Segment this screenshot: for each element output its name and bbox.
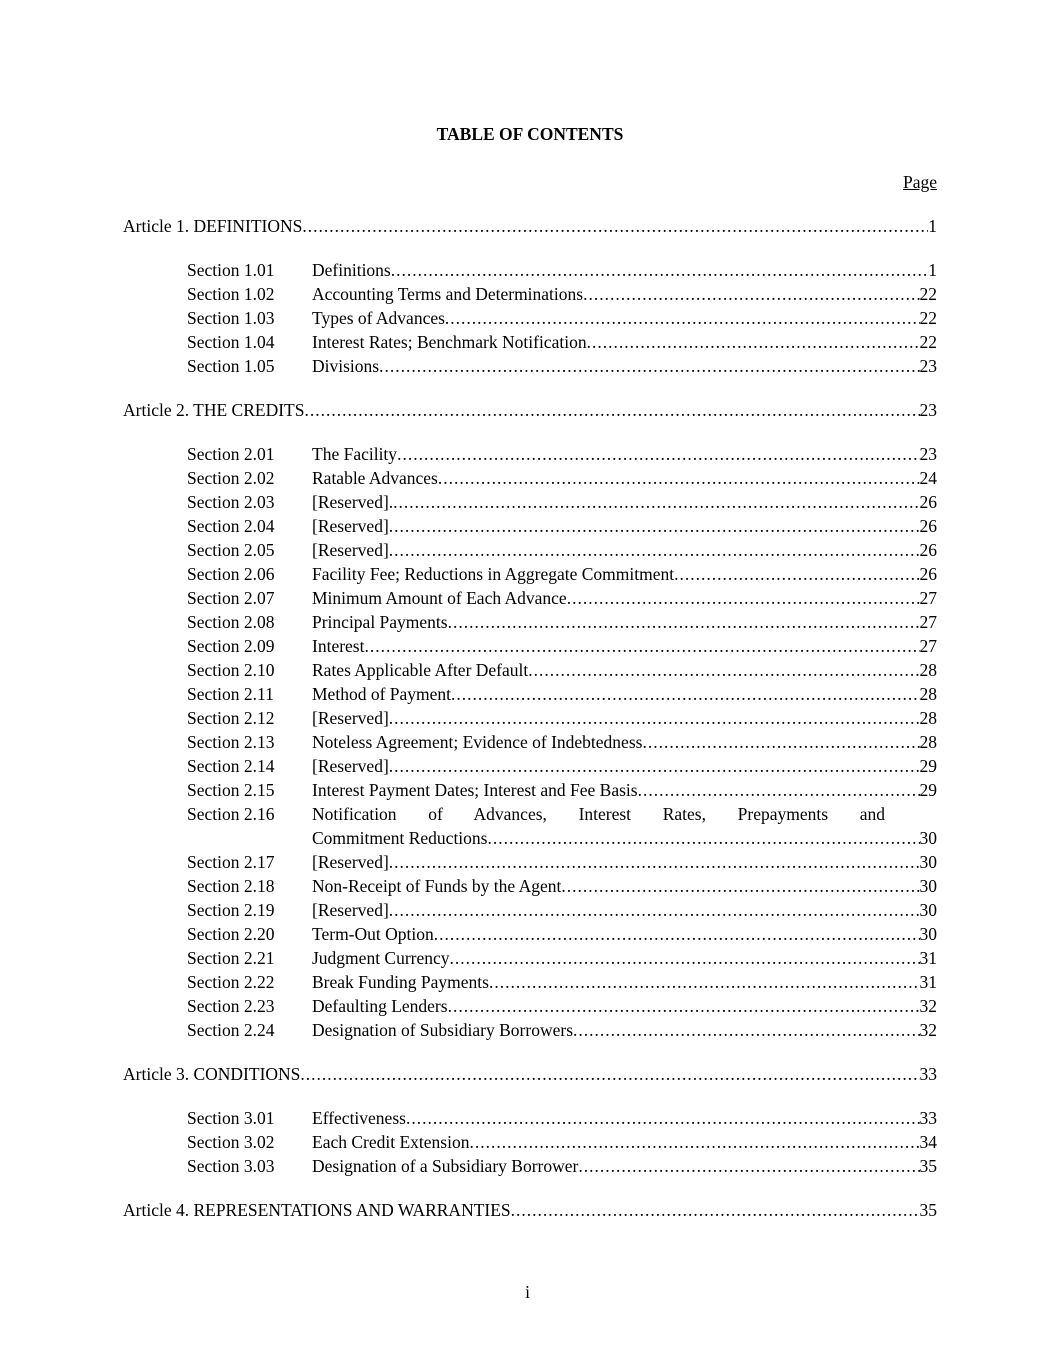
entry-title: Ratable Advances [312, 468, 438, 488]
dot-leader [450, 946, 920, 970]
dot-leader [448, 994, 920, 1018]
toc-section-entry [123, 874, 937, 898]
footer-page-number: i [525, 1282, 530, 1302]
entry-label: Section 1.05 [187, 356, 275, 376]
entry-title: Principal Payments [312, 612, 448, 632]
dot-leader [469, 1130, 919, 1154]
dot-leader [364, 634, 919, 658]
entry-label: Section 2.23 [187, 996, 275, 1016]
entry-title-line1: Notification of Advances, Interest Rates, Prepayments and [312, 804, 885, 824]
entry-page: 26 [919, 492, 937, 512]
toc-section-entry [123, 354, 937, 378]
entry-label: Article 4. REPRESENTATIONS AND WARRANTIES [123, 1200, 511, 1220]
entry-label: Section 2.02 [187, 468, 275, 488]
dot-leader [379, 354, 919, 378]
toc-section-entry [123, 490, 937, 514]
toc-section-entry [123, 1018, 937, 1042]
dot-leader [674, 562, 919, 586]
dot-leader [300, 1062, 919, 1086]
dot-leader [528, 658, 919, 682]
entry-label: Section 2.14 [187, 756, 275, 776]
dot-leader [511, 1198, 920, 1222]
toc-article-entry [123, 214, 937, 238]
dot-leader [389, 514, 920, 538]
entry-label: Section 1.01 [187, 260, 275, 280]
entry-page: 34 [919, 1132, 937, 1152]
toc-article-entry [123, 1198, 937, 1222]
dot-leader [487, 826, 919, 850]
toc-section-entry [123, 610, 937, 634]
dot-leader [406, 1106, 920, 1130]
toc-section-entry [123, 258, 937, 282]
entry-title: Noteless Agreement; Evidence of Indebtedness [312, 732, 643, 752]
toc-list [123, 214, 937, 1222]
entry-label: Section 1.03 [187, 308, 275, 328]
entry-label: Section 1.02 [187, 284, 275, 304]
entry-label: Section 2.05 [187, 540, 275, 560]
entry-title: Divisions [312, 356, 380, 376]
toc-section-entry [123, 970, 937, 994]
entry-title: Each Credit Extension [312, 1132, 470, 1152]
entry-label: Section 2.09 [187, 636, 275, 656]
entry-title: Minimum Amount of Each Advance [312, 588, 567, 608]
page-column-label: Page [902, 172, 937, 192]
entry-page: 32 [919, 996, 937, 1016]
entry-title-wrap [312, 802, 937, 850]
entry-label: Section 2.18 [187, 876, 275, 896]
toc-section-entry [123, 634, 937, 658]
toc-section-entry [123, 442, 937, 466]
entry-page: 29 [919, 780, 937, 800]
toc-section-entry [123, 466, 937, 490]
entry-title: [Reserved] [312, 708, 389, 728]
entry-title: Rates Applicable After Default [312, 660, 529, 680]
dot-leader [389, 898, 920, 922]
entry-page: 30 [919, 900, 937, 920]
entry-label: Section 2.15 [187, 780, 275, 800]
toc-section-entry [123, 802, 937, 850]
entry-title: [Reserved] [312, 756, 389, 776]
entry-page: 30 [919, 828, 937, 848]
entry-title: Defaulting Lenders [312, 996, 448, 1016]
dot-leader [389, 706, 920, 730]
entry-title: [Reserved] [312, 900, 389, 920]
entry-label: Article 2. THE CREDITS [123, 400, 305, 420]
dot-leader [393, 490, 919, 514]
dot-leader [389, 850, 920, 874]
entry-page: 1 [928, 260, 937, 280]
entry-label: Section 2.11 [187, 684, 274, 704]
entry-title: Effectiveness [312, 1108, 406, 1128]
toc-section-entry [123, 562, 937, 586]
entry-label: Section 2.07 [187, 588, 275, 608]
dot-leader [573, 1018, 919, 1042]
entry-page: 22 [919, 332, 937, 352]
entry-label: Section 3.03 [187, 1156, 275, 1176]
entry-page: 28 [919, 732, 937, 752]
entry-page: 1 [928, 216, 937, 236]
entry-page: 28 [919, 684, 937, 704]
entry-label: Section 2.22 [187, 972, 275, 992]
entry-page: 22 [919, 284, 937, 304]
entry-label: Section 2.21 [187, 948, 275, 968]
entry-title: Designation of a Subsidiary Borrower [312, 1156, 579, 1176]
toc-section-entry [123, 922, 937, 946]
toc-article-entry [123, 1062, 937, 1086]
entry-title-line2: Commitment Reductions [312, 828, 488, 848]
dot-leader [397, 442, 919, 466]
toc-section-entry [123, 658, 937, 682]
entry-page: 26 [919, 564, 937, 584]
entry-page: 30 [919, 852, 937, 872]
page-column-header [123, 170, 937, 194]
entry-label: Section 2.17 [187, 852, 275, 872]
entry-title: Designation of Subsidiary Borrowers [312, 1020, 574, 1040]
entry-page: 26 [919, 540, 937, 560]
entry-title: Accounting Terms and Determinations [312, 284, 584, 304]
entry-title: Interest [312, 636, 365, 656]
entry-page: 30 [919, 876, 937, 896]
entry-label: Section 2.01 [187, 444, 275, 464]
toc-section-entry [123, 682, 937, 706]
entry-label: Section 2.20 [187, 924, 275, 944]
entry-title: Interest Payment Dates; Interest and Fee Basis [312, 780, 638, 800]
entry-title: The Facility [312, 444, 398, 464]
entry-label: Section 2.19 [187, 900, 275, 920]
entry-label: Section 2.08 [187, 612, 275, 632]
dot-leader [389, 538, 920, 562]
entry-page: 23 [919, 356, 937, 376]
entry-page: 24 [919, 468, 937, 488]
dot-leader [587, 330, 920, 354]
toc-section-entry [123, 778, 937, 802]
entry-page: 32 [919, 1020, 937, 1040]
toc-section-entry [123, 850, 937, 874]
dot-leader [434, 922, 920, 946]
entry-page: 27 [919, 612, 937, 632]
entry-page: 27 [919, 588, 937, 608]
entry-title: Non-Receipt of Funds by the Agent [312, 876, 562, 896]
entry-title: Definitions [312, 260, 391, 280]
dot-leader [445, 306, 920, 330]
entry-title: Term-Out Option [312, 924, 434, 944]
dot-leader [561, 874, 919, 898]
dot-leader [638, 778, 920, 802]
entry-label: Section 3.01 [187, 1108, 275, 1128]
dot-leader [578, 1154, 919, 1178]
dot-leader [304, 398, 919, 422]
dot-leader [567, 586, 920, 610]
toc-section-entry [123, 1130, 937, 1154]
toc-section-entry [123, 330, 937, 354]
entry-label: Section 1.04 [187, 332, 275, 352]
toc-section-entry [123, 730, 937, 754]
dot-leader [438, 466, 920, 490]
entry-label: Section 2.03 [187, 492, 275, 512]
toc-section-entry [123, 586, 937, 610]
entry-label: Section 2.10 [187, 660, 275, 680]
entry-page: 31 [919, 972, 937, 992]
entry-title: Facility Fee; Reductions in Aggregate Commitment [312, 564, 675, 584]
entry-title: Judgment Currency [312, 948, 450, 968]
toc-section-entry [123, 706, 937, 730]
entry-title: [Reserved] [312, 852, 389, 872]
page-title: TABLE OF CONTENTS [436, 124, 624, 144]
entry-page: 30 [919, 924, 937, 944]
entry-page: 22 [919, 308, 937, 328]
toc-section-entry [123, 306, 937, 330]
entry-label: Section 2.12 [187, 708, 275, 728]
entry-title: Break Funding Payments [312, 972, 489, 992]
entry-label: Section 2.13 [187, 732, 275, 752]
entry-page: 33 [919, 1108, 937, 1128]
entry-page: 31 [919, 948, 937, 968]
dot-leader [583, 282, 919, 306]
toc-section-entry [123, 282, 937, 306]
dot-leader [489, 970, 920, 994]
toc-section-entry [123, 1106, 937, 1130]
entry-label: Article 1. DEFINITIONS [123, 216, 303, 236]
entry-label: Section 2.24 [187, 1020, 275, 1040]
entry-title: [Reserved] [312, 540, 389, 560]
entry-label: Article 3. CONDITIONS [123, 1064, 301, 1084]
dot-leader [391, 258, 929, 282]
entry-page: 26 [919, 516, 937, 536]
dot-leader [302, 214, 928, 238]
entry-title: Interest Rates; Benchmark Notification [312, 332, 587, 352]
entry-title: [Reserved]. [312, 492, 394, 512]
entry-page: 35 [919, 1200, 937, 1220]
entry-title: Types of Advances [312, 308, 445, 328]
dot-leader [642, 730, 919, 754]
entry-page: 29 [919, 756, 937, 776]
toc-article-entry [123, 398, 937, 422]
entry-page: 27 [919, 636, 937, 656]
toc-section-entry [123, 994, 937, 1018]
dot-leader [448, 610, 920, 634]
entry-title-line2-row [312, 826, 937, 850]
toc-section-entry [123, 538, 937, 562]
entry-title: Method of Payment [312, 684, 452, 704]
dot-leader [389, 754, 920, 778]
entry-page: 33 [919, 1064, 937, 1084]
entry-title: [Reserved] [312, 516, 389, 536]
entry-page: 23 [919, 400, 937, 420]
toc-section-entry [123, 1154, 937, 1178]
entry-page: 23 [919, 444, 937, 464]
toc-section-entry [123, 514, 937, 538]
entry-label: Section 2.06 [187, 564, 275, 584]
entry-label: Section 3.02 [187, 1132, 275, 1152]
entry-page: 28 [919, 660, 937, 680]
dot-leader [451, 682, 919, 706]
toc-section-entry [123, 898, 937, 922]
entry-page: 28 [919, 708, 937, 728]
toc-section-entry [123, 754, 937, 778]
entry-label: Section 2.16 [187, 804, 275, 824]
entry-label: Section 2.04 [187, 516, 275, 536]
toc-section-entry [123, 946, 937, 970]
entry-page: 35 [919, 1156, 937, 1176]
